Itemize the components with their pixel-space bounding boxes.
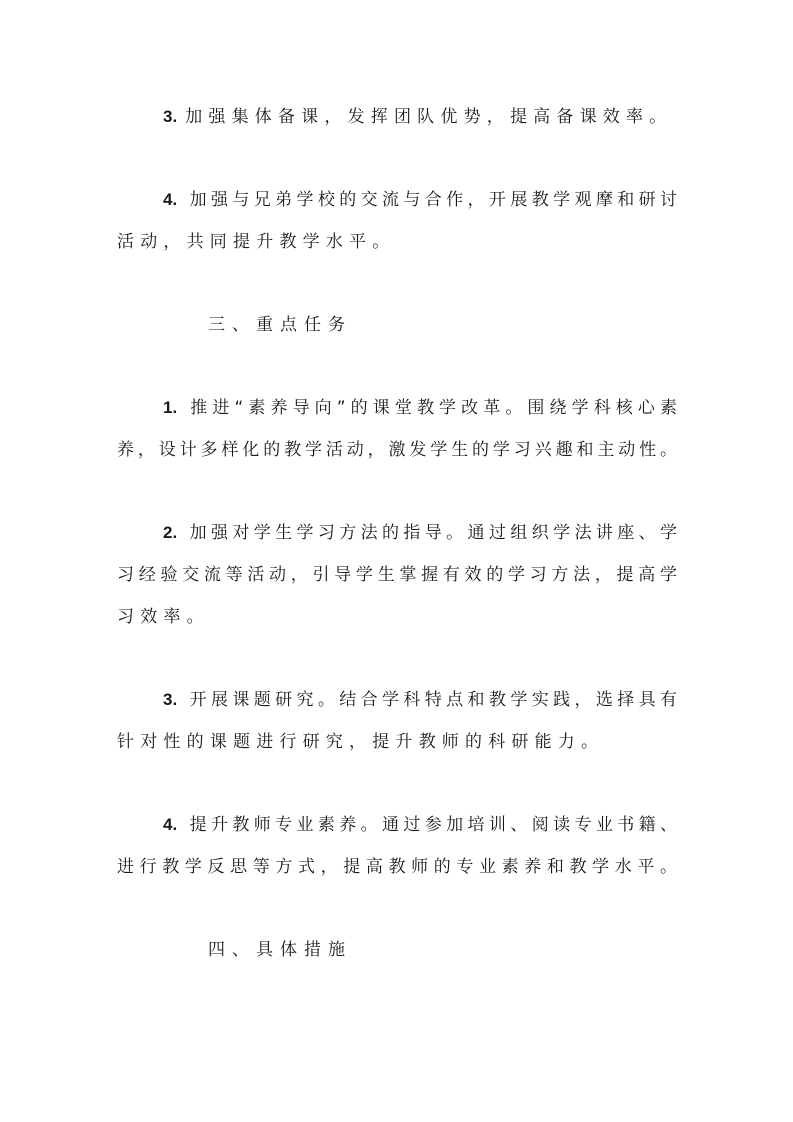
section-heading: 三、重点任务 <box>208 315 352 335</box>
list-item-line <box>163 814 677 836</box>
item-number: 4. <box>163 190 178 209</box>
item-text: 针对性的课题进行研究，提升教师的科研能力。 <box>117 732 605 752</box>
item-text: 加强对学生学习方法的指导。通过组织学法讲座、学 <box>185 523 677 543</box>
item-text: 提升教师专业素养。通过参加培训、阅读专业书籍、 <box>185 815 677 835</box>
list-item-line <box>163 397 677 419</box>
paragraph-text: 加强集体备课，发挥团队优势，提高备课效率。 <box>185 107 673 127</box>
list-item-line <box>117 564 677 586</box>
item-number: 2. <box>163 523 178 542</box>
paragraph-line <box>117 231 677 253</box>
item-number: 3. <box>163 690 178 709</box>
list-item-line <box>163 522 677 544</box>
item-text: 进行教学反思等方式，提高教师的专业素养和教学水平。 <box>117 857 677 877</box>
item-number: 4. <box>163 815 178 834</box>
list-item-line <box>163 689 677 711</box>
paragraph-text: 活动，共同提升教学水平。 <box>117 232 396 252</box>
list-item-line <box>117 439 677 461</box>
paragraph-line <box>163 189 677 211</box>
list-item-line <box>117 856 677 878</box>
paragraph-line <box>163 106 677 128</box>
list-item-line <box>117 606 677 628</box>
item-text: 开展课题研究。结合学科特点和教学实践，选择具有 <box>185 690 677 710</box>
item-number: 3. <box>163 107 178 126</box>
item-text: 习效率。 <box>117 607 210 627</box>
item-text: 习经验交流等活动，引导学生掌握有效的学习方法，提高学 <box>117 565 677 585</box>
paragraph-text: 加强与兄弟学校的交流与合作，开展教学观摩和研讨 <box>185 190 677 210</box>
list-item-line <box>117 731 677 753</box>
item-text: 养，设计多样化的教学活动，激发学生的学习兴趣和主动性。 <box>117 440 677 460</box>
item-text: 推进“素养导向”的课堂教学改革。围绕学科核心素 <box>185 398 677 418</box>
item-number: 1. <box>163 398 178 417</box>
section-heading: 四、具体措施 <box>208 940 352 960</box>
